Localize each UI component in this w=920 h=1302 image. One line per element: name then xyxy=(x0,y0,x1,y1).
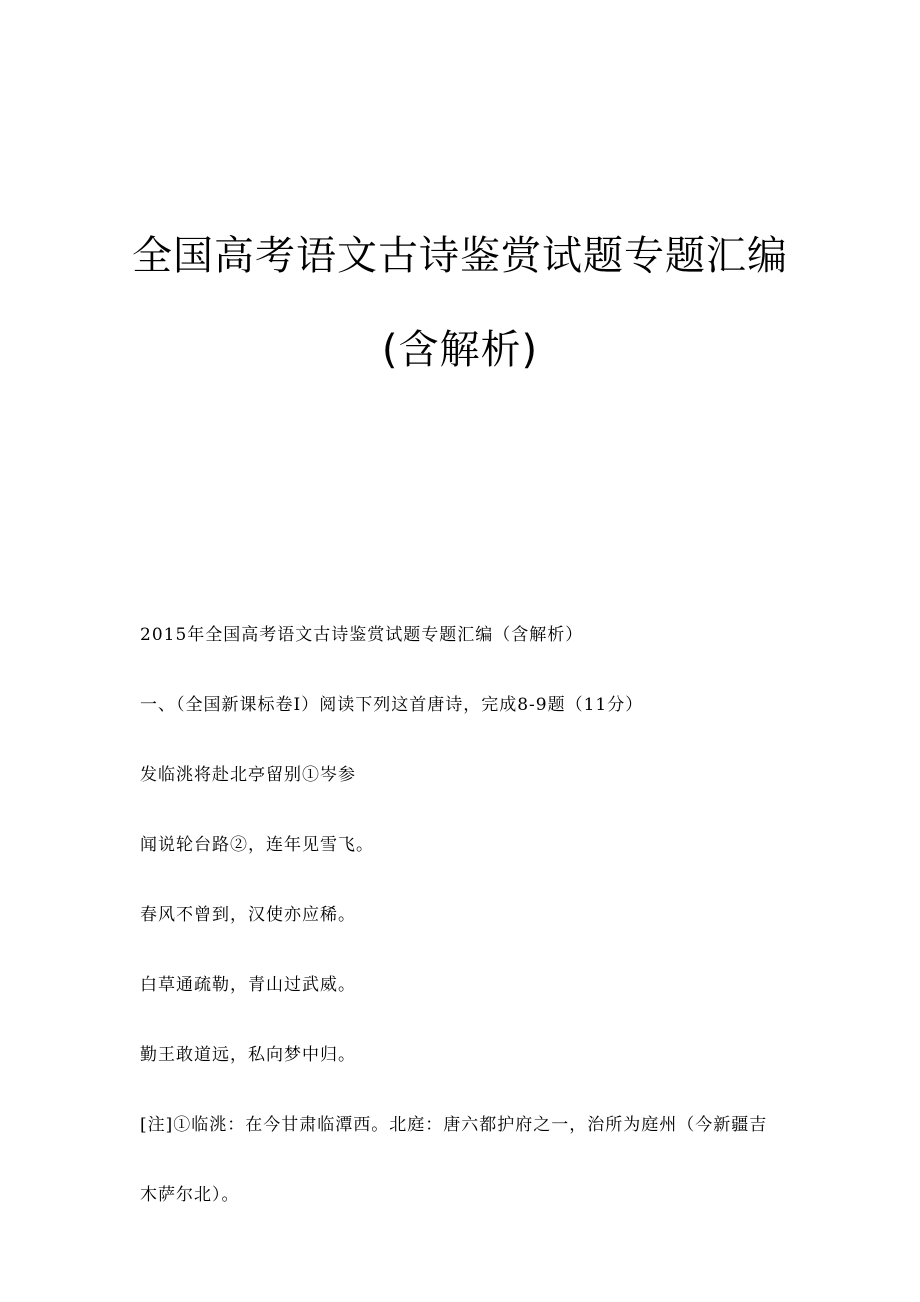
poem-note: [注]①临洮：在今甘肃临潭西。北庭：唐六都护府之一，治所为庭州（今新疆吉木萨尔北）。 xyxy=(140,1115,768,1205)
document-title: 全国高考语文古诗鉴赏试题专题汇编 xyxy=(132,233,788,279)
poem-line: 勤王敢道远，私向梦中归。 xyxy=(140,1045,356,1065)
poem-line: 春风不曾到，汉使亦应稀。 xyxy=(140,905,356,925)
question-intro: 一、（全国新课标卷Ⅰ）阅读下列这首唐诗，完成8-9题（11分） xyxy=(140,695,644,715)
poem-line: 白草通疏勒，青山过武威。 xyxy=(140,975,356,995)
document-subtitle: (含解析) xyxy=(381,327,539,373)
poem-line: 闻说轮台路②，连年见雪飞。 xyxy=(140,835,374,855)
poem-title: 发临洮将赴北亭留别①岑参 xyxy=(140,765,356,785)
section-heading: 2015年全国高考语文古诗鉴赏试题专题汇编（含解析） xyxy=(140,625,584,645)
